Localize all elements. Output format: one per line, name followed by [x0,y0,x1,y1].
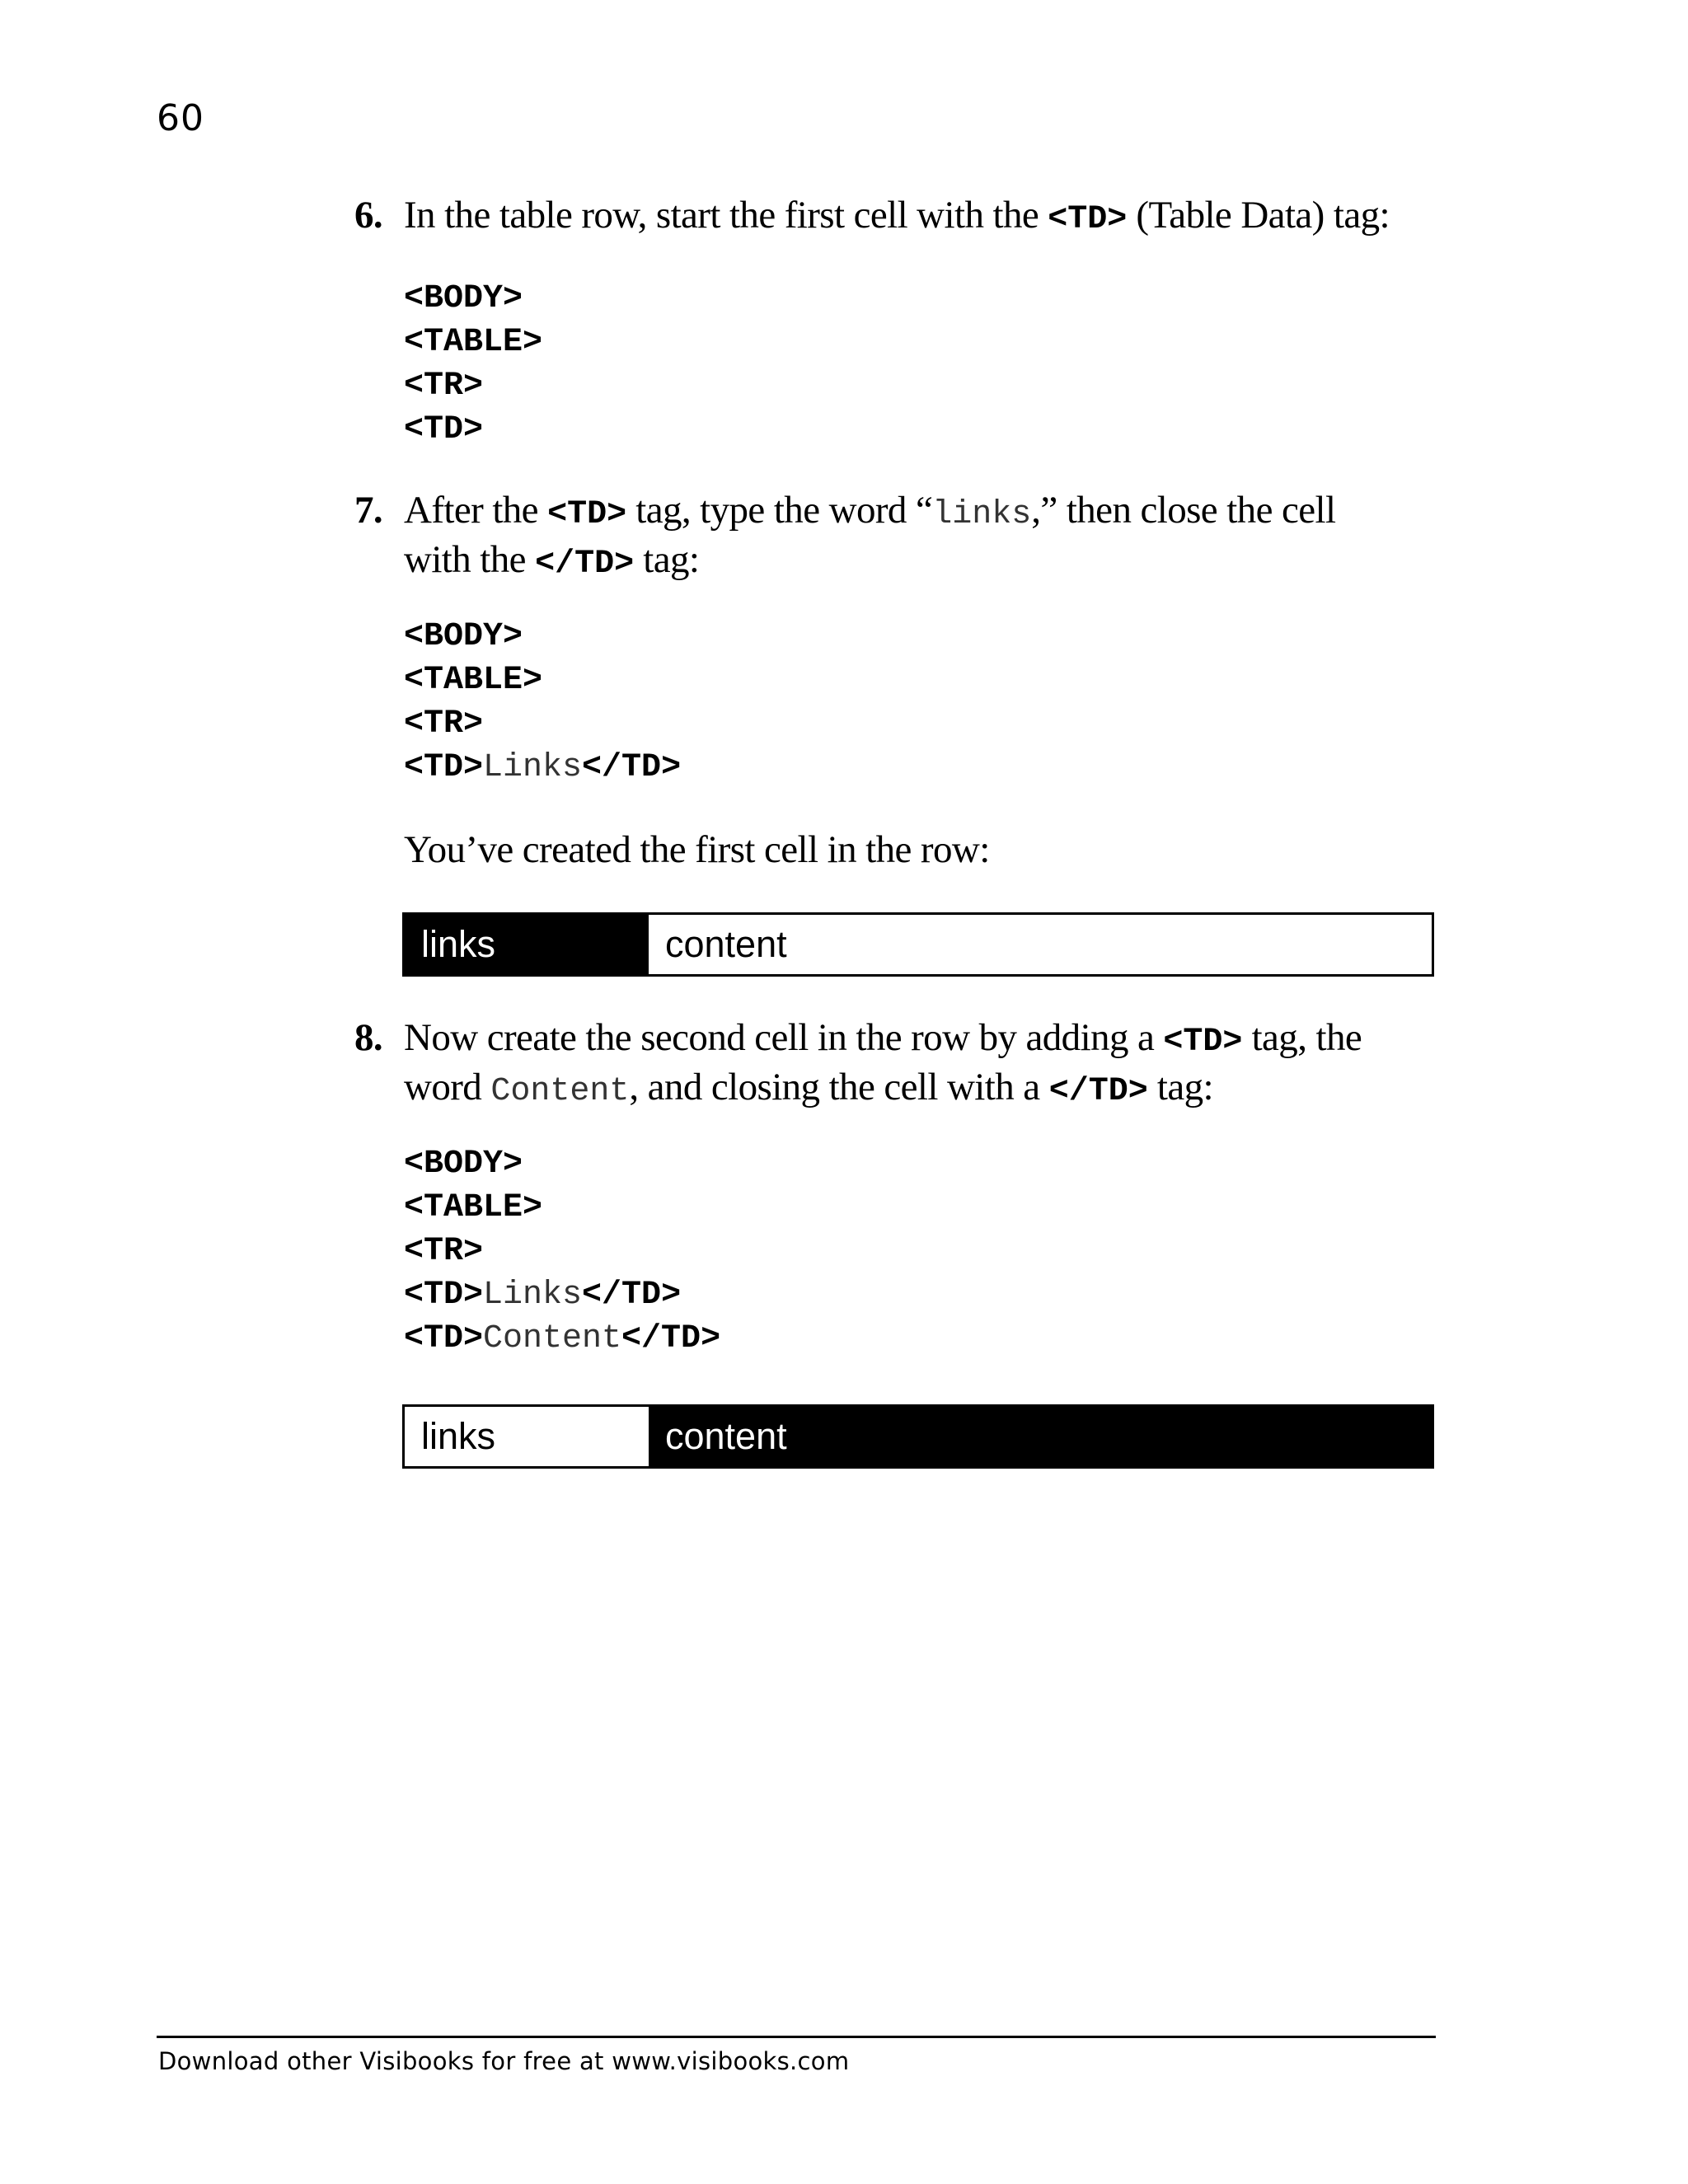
step-instruction: Now create the second cell in the row by adding a <TD> tag, the word Content, and closing the cell with a </TD> tag: [404,1016,1362,1110]
footer-text: Download other Visibooks for free at www.visibooks.com [158,2047,850,2075]
code-line: <TABLE> [404,662,543,699]
inline-tag: <TD> [1048,201,1128,238]
inline-code: Content [490,1073,630,1110]
code-line: <BODY> [404,618,523,655]
code-block-step-7 [404,615,681,790]
step-number: 7. [354,489,383,532]
inline-tag: </TD> [535,546,635,583]
step-7 [354,488,1426,587]
table-cell-content: content [649,1407,1432,1466]
code-line: <TD>Links</TD> [404,1277,682,1314]
code-block-step-6 [404,277,542,452]
inline-tag: <TD> [1163,1024,1243,1061]
footer-divider [157,2036,1436,2038]
step-instruction: After the <TD> tag, type the word “links,” then close the cell with the </TD> tag: [404,489,1336,583]
table-preview-first-cell [402,912,1434,977]
inline-tag: </TD> [1048,1073,1148,1110]
step-8 [354,1015,1426,1114]
code-line: <TD>Content</TD> [404,1320,721,1357]
code-line: <TR> [404,1233,484,1270]
code-line: <TABLE> [404,1189,543,1226]
code-line: <BODY> [404,280,523,317]
code-line: <BODY> [404,1146,523,1183]
inline-tag: <TD> [547,496,627,533]
code-line: <TR> [404,368,484,405]
step-number: 8. [354,1016,383,1059]
step-6 [354,193,1426,242]
code-line: <TR> [404,705,484,743]
code-line: <TABLE> [404,324,543,361]
code-block-step-8 [404,1142,720,1361]
table-cell-content: content [649,915,1432,974]
code-line: <TD> [404,411,484,448]
step-number: 6. [354,194,383,237]
table-cell-links: links [405,1407,649,1466]
table-cell-links: links [405,915,649,974]
table-preview-second-cell [402,1404,1434,1469]
code-line: <TD>Links</TD> [404,749,682,786]
result-text: You’ve created the first cell in the row: [404,828,990,871]
step-instruction: In the table row, start the first cell with the <TD> (Table Data) tag: [404,194,1390,238]
inline-code: links [932,496,1032,533]
page-number: 60 [157,97,204,139]
